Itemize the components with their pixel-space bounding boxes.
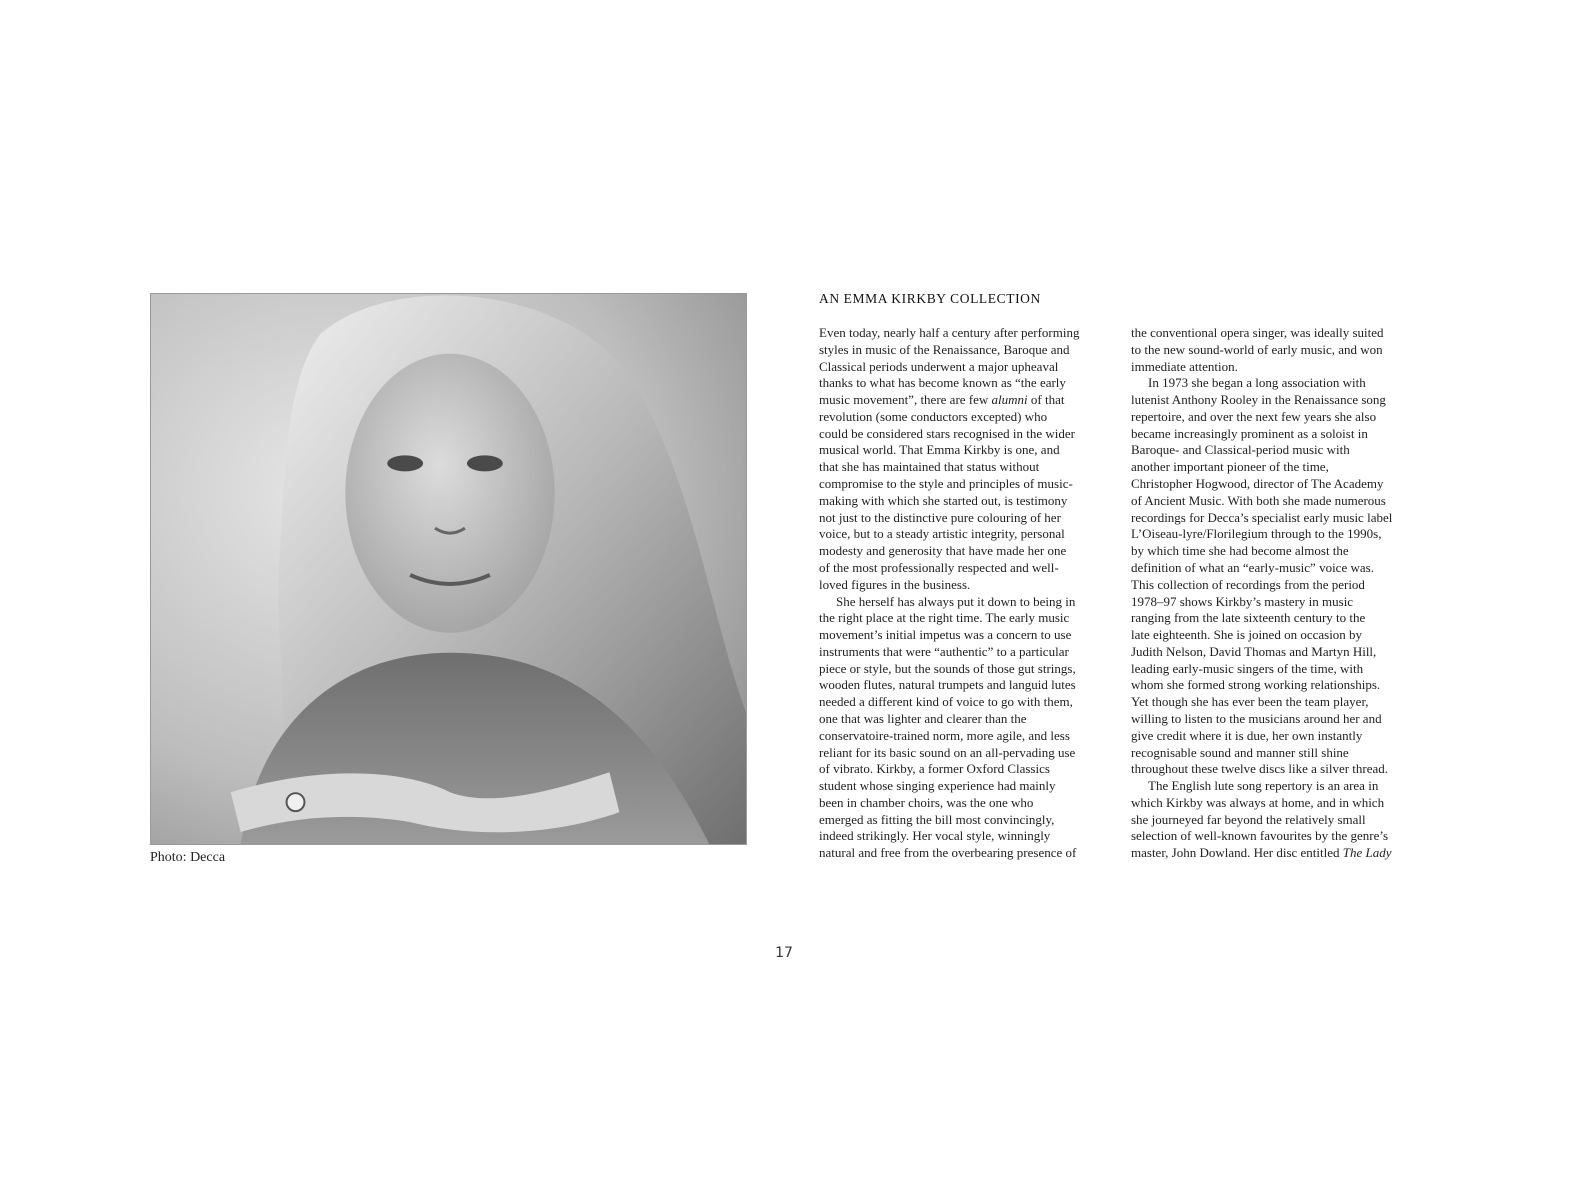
text-line bbox=[819, 510, 1119, 527]
text-line bbox=[1131, 493, 1431, 510]
text-segment: another important pioneer of the time, bbox=[1131, 459, 1329, 475]
text-segment: repertoire, and over the next few years she also bbox=[1131, 408, 1377, 424]
text-line bbox=[819, 694, 1119, 711]
text-line bbox=[1131, 442, 1431, 459]
text-segment: that she has maintained that status without bbox=[819, 459, 1040, 475]
text-segment: lutenist Anthony Rooley in the Renaissance song bbox=[1131, 392, 1386, 408]
text-line bbox=[819, 493, 1119, 510]
text-segment: leading early-music singers of the time, with bbox=[1131, 660, 1364, 676]
text-line bbox=[819, 560, 1119, 577]
text-line bbox=[819, 526, 1119, 543]
text-line bbox=[819, 627, 1119, 644]
text-segment: the right place at the right time. The early music bbox=[819, 610, 1070, 626]
text-segment: Even today, nearly half a century after performing bbox=[819, 325, 1080, 340]
text-segment: thanks to what has become known as “the early bbox=[819, 375, 1066, 391]
text-segment: of Ancient Music. With both she made numerous bbox=[1131, 492, 1386, 508]
text-segment: not just to the distinctive pure colouring of her bbox=[819, 509, 1061, 525]
text-line bbox=[1131, 459, 1431, 476]
text-line bbox=[819, 711, 1119, 728]
text-segment: reliant for its basic sound on an all-pervading use bbox=[819, 744, 1076, 760]
text-line bbox=[1131, 828, 1431, 845]
text-line bbox=[1131, 359, 1431, 376]
text-line bbox=[819, 392, 1119, 409]
italic-text: The Lady bbox=[1342, 845, 1392, 861]
text-segment: piece or style, but the sounds of those gut strings, bbox=[819, 660, 1076, 676]
portrait-photo bbox=[150, 293, 747, 845]
text-segment: of the most professionally respected and well- bbox=[819, 559, 1059, 575]
text-line bbox=[1131, 661, 1431, 678]
text-line bbox=[1131, 761, 1431, 778]
text-line bbox=[819, 375, 1119, 392]
text-line bbox=[819, 442, 1119, 459]
text-segment: recordings for Decca’s specialist early music label bbox=[1131, 509, 1393, 525]
text-segment: compromise to the style and principles of music- bbox=[819, 476, 1073, 492]
text-line bbox=[819, 359, 1119, 376]
text-line bbox=[1131, 392, 1431, 409]
text-segment: recognisable sound and manner still shine bbox=[1131, 744, 1349, 760]
text-segment: styles in music of the Renaissance, Baroque and bbox=[819, 341, 1070, 357]
text-segment: Yet though she has ever been the team player, bbox=[1131, 694, 1369, 710]
text-segment: could be considered stars recognised in the wider bbox=[819, 425, 1075, 441]
text-segment: loved figures in the business. bbox=[819, 576, 971, 592]
text-line bbox=[819, 476, 1119, 493]
text-line bbox=[1131, 426, 1431, 443]
text-line bbox=[1131, 409, 1431, 426]
text-segment: Christopher Hogwood, director of The Academy bbox=[1131, 476, 1384, 492]
text-line bbox=[819, 610, 1119, 627]
text-line bbox=[1131, 845, 1431, 862]
article-column-right bbox=[1131, 325, 1431, 862]
text-line bbox=[819, 761, 1119, 778]
text-segment: L’Oiseau-lyre/Florilegium through to the 1990s, bbox=[1131, 526, 1382, 542]
text-line bbox=[819, 812, 1119, 829]
text-line bbox=[819, 644, 1119, 661]
text-line bbox=[1131, 627, 1431, 644]
text-segment: one that was lighter and clearer than the bbox=[819, 710, 1027, 726]
text-line bbox=[1131, 812, 1431, 829]
text-segment: movement’s initial impetus was a concern to use bbox=[819, 627, 1072, 643]
text-line bbox=[1131, 644, 1431, 661]
text-line bbox=[819, 577, 1119, 594]
text-segment: of vibrato. Kirkby, a former Oxford Classics bbox=[819, 761, 1050, 777]
text-line bbox=[1131, 778, 1431, 795]
text-segment: emerged as fitting the bill most convincingly, bbox=[819, 811, 1055, 827]
text-segment: musical world. That Emma Kirkby is one, and bbox=[819, 442, 1060, 458]
portrait-image bbox=[151, 294, 746, 844]
text-line bbox=[1131, 560, 1431, 577]
text-segment: modesty and generosity that have made her one bbox=[819, 543, 1067, 559]
text-line bbox=[1131, 711, 1431, 728]
text-segment: late eighteenth. She is joined on occasion by bbox=[1131, 627, 1363, 643]
text-line bbox=[819, 845, 1119, 862]
text-segment: master, John Dowland. Her disc entitled bbox=[1131, 845, 1343, 861]
text-line bbox=[1131, 526, 1431, 543]
text-segment: conservatoire-trained norm, more agile, and less bbox=[819, 727, 1070, 743]
italic-text: alumni bbox=[991, 392, 1028, 408]
text-segment: whom she formed strong working relationships. bbox=[1131, 677, 1381, 693]
text-segment: ranging from the late sixteenth century to the bbox=[1131, 610, 1366, 626]
text-line bbox=[1131, 342, 1431, 359]
photo-credit: Photo: Decca bbox=[150, 850, 226, 865]
text-segment: This collection of recordings from the period bbox=[1131, 576, 1365, 592]
text-segment: which Kirkby was always at home, and in which bbox=[1131, 794, 1385, 810]
text-segment: by which time she had become almost the bbox=[1131, 543, 1349, 559]
text-line bbox=[1131, 677, 1431, 694]
text-line bbox=[819, 543, 1119, 560]
text-line bbox=[819, 677, 1119, 694]
text-segment: selection of well-known favourites by the genre’s bbox=[1131, 828, 1389, 844]
text-segment: Baroque- and Classical-period music with bbox=[1131, 442, 1350, 458]
text-segment: voice, but to a steady artistic integrity, personal bbox=[819, 526, 1065, 542]
text-line bbox=[819, 745, 1119, 762]
text-segment: She herself has always put it down to being in bbox=[836, 593, 1076, 609]
text-segment: immediate attention. bbox=[1131, 358, 1238, 374]
page-number: 17 bbox=[775, 945, 793, 961]
text-line bbox=[1131, 375, 1431, 392]
text-line bbox=[1131, 694, 1431, 711]
text-line bbox=[819, 795, 1119, 812]
text-line bbox=[1131, 610, 1431, 627]
text-line bbox=[819, 325, 1119, 342]
text-segment: needed a different kind of voice to go with them, bbox=[819, 694, 1073, 710]
text-line bbox=[1131, 577, 1431, 594]
text-segment: revolution (some conductors excepted) who bbox=[819, 408, 1048, 424]
text-line bbox=[819, 409, 1119, 426]
text-line bbox=[1131, 510, 1431, 527]
text-line bbox=[1131, 543, 1431, 560]
text-line bbox=[1131, 325, 1431, 342]
text-line bbox=[1131, 476, 1431, 493]
article-heading: AN EMMA KIRKBY COLLECTION bbox=[819, 291, 1041, 306]
text-segment: wooden flutes, natural trumpets and languid lutes bbox=[819, 677, 1076, 693]
text-segment: The English lute song repertory is an area in bbox=[1148, 778, 1379, 794]
text-line bbox=[1131, 594, 1431, 611]
text-line bbox=[819, 342, 1119, 359]
text-segment: of that bbox=[1027, 392, 1065, 408]
text-segment: willing to listen to the musicians around her and bbox=[1131, 710, 1382, 726]
text-segment: throughout these twelve discs like a silver thread. bbox=[1131, 761, 1389, 777]
text-segment: Judith Nelson, David Thomas and Martyn Hill, bbox=[1131, 643, 1377, 659]
text-segment: she journeyed far beyond the relatively small bbox=[1131, 811, 1366, 827]
article-column-left bbox=[819, 325, 1119, 862]
text-line bbox=[819, 661, 1119, 678]
text-segment: In 1973 she began a long association with bbox=[1148, 375, 1366, 391]
text-line bbox=[819, 728, 1119, 745]
text-segment: Classical periods underwent a major upheaval bbox=[819, 358, 1059, 374]
text-segment: instruments that were “authentic” to a particular bbox=[819, 643, 1069, 659]
text-segment: natural and free from the overbearing presence of bbox=[819, 845, 1077, 861]
text-line bbox=[819, 828, 1119, 845]
text-line bbox=[819, 594, 1119, 611]
text-segment: making with which she started out, is testimony bbox=[819, 492, 1068, 508]
text-line bbox=[1131, 795, 1431, 812]
text-line bbox=[819, 459, 1119, 476]
text-segment: been in chamber choirs, was the one who bbox=[819, 794, 1034, 810]
text-segment: student whose singing experience had mainly bbox=[819, 778, 1056, 794]
text-line bbox=[1131, 728, 1431, 745]
text-segment: definition of what an “early-music” voice was. bbox=[1131, 559, 1374, 575]
text-line bbox=[819, 426, 1119, 443]
text-line bbox=[819, 778, 1119, 795]
text-segment: the conventional opera singer, was ideally suited bbox=[1131, 325, 1384, 340]
text-segment: to the new sound-world of early music, and won bbox=[1131, 341, 1383, 357]
text-segment: 1978–97 shows Kirkby’s mastery in music bbox=[1131, 593, 1354, 609]
text-line bbox=[1131, 745, 1431, 762]
text-segment: give credit where it is due, her own instantly bbox=[1131, 727, 1363, 743]
text-segment: became increasingly prominent as a soloist in bbox=[1131, 425, 1368, 441]
text-segment: indeed strikingly. Her vocal style, winningly bbox=[819, 828, 1051, 844]
text-segment: music movement”, there are few bbox=[819, 392, 992, 408]
